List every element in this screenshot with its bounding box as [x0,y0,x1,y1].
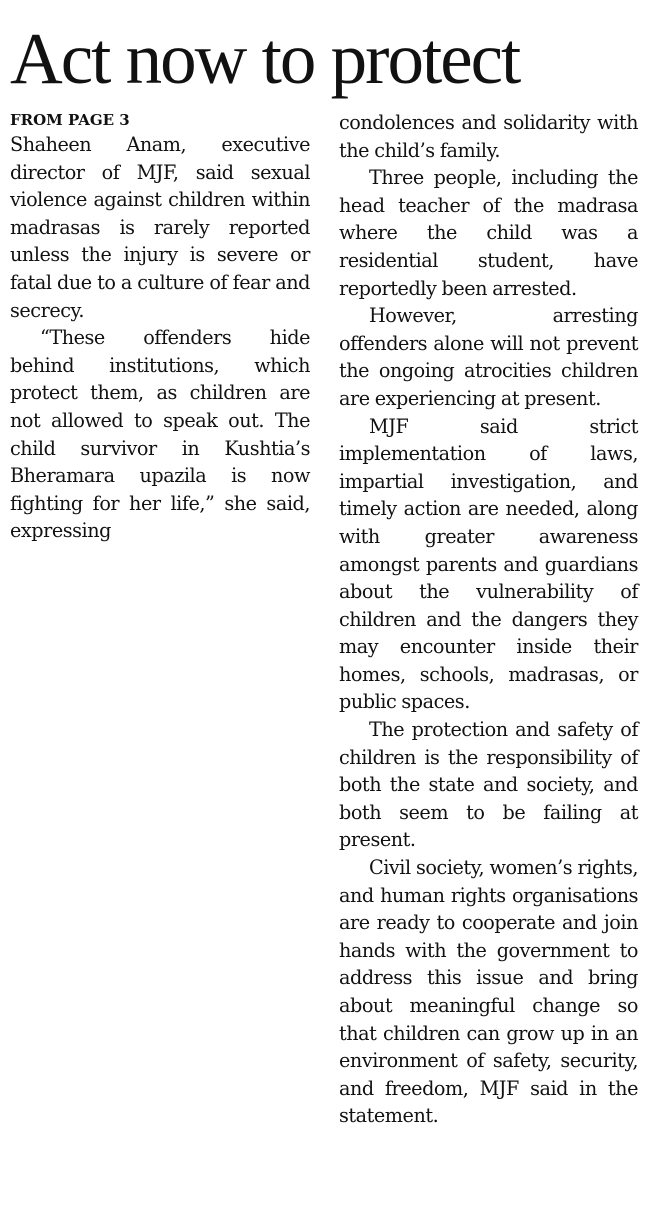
left-column [10,109,310,545]
paragraph: The protection and safety of children is the responsibility of both the state and society, and both seem to be failing at present. [339,718,638,852]
paragraph: Three people, including the head teacher of the madrasa where the child was a residential student, have reportedly been arrested. [339,166,638,300]
jump-label: FROM PAGE 3 [10,111,130,129]
right-column [339,109,638,1130]
paragraph: However, arresting offenders alone will not prevent the ongoing atrocities children are experiencing at present. [339,304,638,410]
paragraph: “These offenders hide behind institutions, which protect them, as children are not allowed to speak out. The child survivor in Kushtia’s Bheramara upazila is now fighting for her life,” she said, expressing [10,326,310,543]
paragraph: condolences and solidarity with the child’s family. [339,111,638,162]
paragraph: MJF said strict implementation of laws, impartial investigation, and timely action are needed, along with greater awareness amongst parents and guardians about the vulnerability of children and the dangers they may encounter inside their homes, schools, madrasas, or public spaces. [339,414,638,714]
article-headline: Act now to protect [10,18,520,99]
paragraph: Civil society, women’s rights, and human rights organisations are ready to cooperate and join hands with the government to address this issue and bring about meaningful change so that children can grow up in an environment of safety, security, and freedom, MJF said in the statement. [339,856,638,1128]
paragraph: Shaheen Anam, executive director of MJF, said sexual violence against children within madrasas is rarely reported unless the injury is severe or fatal due to a culture of fear and secrecy. [10,133,310,322]
